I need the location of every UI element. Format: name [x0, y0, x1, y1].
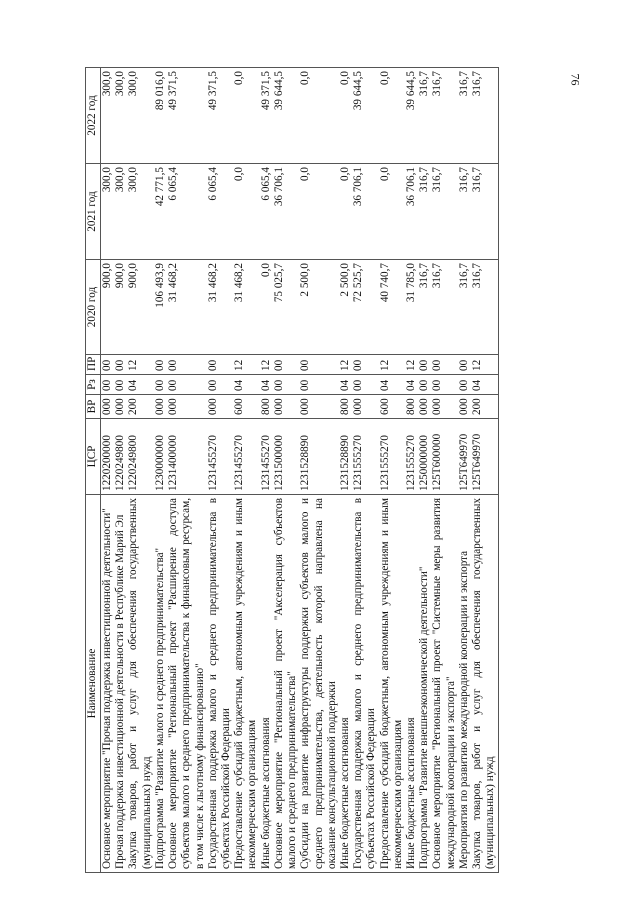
table-header-row [86, 68, 101, 873]
cell-2020: 31 468,2 [233, 260, 259, 355]
cell-pr: 00 [114, 355, 127, 375]
cell-vr: 000 [167, 395, 207, 419]
header-pr: ПР [86, 355, 101, 375]
cell-2020: 75 025,7 [273, 260, 299, 355]
cell-2020: 31 468,2 [207, 260, 233, 355]
cell-rz: 04 [405, 375, 418, 395]
cell-vr: 000 [352, 395, 378, 419]
header-name: Наименование [86, 495, 101, 873]
table-row [114, 68, 127, 873]
table-row [405, 68, 418, 873]
header-year-2020: 2020 год [86, 260, 101, 355]
cell-name: Подпрограмма "Развитие внешнеэкономической деятельности" [418, 495, 431, 873]
cell-2021: 6 065,4 [167, 164, 207, 260]
cell-2021: 36 706,1 [273, 164, 299, 260]
cell-vr: 000 [154, 395, 167, 419]
cell-rz: 04 [233, 375, 259, 395]
cell-rz: 04 [260, 375, 273, 395]
cell-2020: 72 525,7 [352, 260, 378, 355]
cell-2021: 300,0 [114, 164, 127, 260]
cell-vr: 600 [379, 395, 405, 419]
cell-2020: 31 468,2 [167, 260, 207, 355]
cell-rz: 04 [127, 375, 153, 395]
cell-2020: 900,0 [101, 260, 115, 355]
cell-csr: 1231555270 [405, 419, 418, 495]
cell-vr: 000 [299, 395, 339, 419]
cell-pr: 12 [127, 355, 153, 375]
table-row [431, 68, 457, 873]
cell-csr: 1231528890 [339, 419, 352, 495]
cell-csr: 125T649970 [471, 419, 498, 495]
cell-2021: 316,7 [418, 164, 431, 260]
cell-2021: 316,7 [431, 164, 457, 260]
cell-pr: 00 [431, 355, 457, 375]
table-row [273, 68, 299, 873]
table-row [233, 68, 259, 873]
cell-2022: 0,0 [379, 68, 405, 164]
table-row [260, 68, 273, 873]
cell-name: Предоставление субсидий бюджетным, автономным учреждениям и иным некоммерческим организациям [379, 495, 405, 873]
cell-2020: 0,0 [260, 260, 273, 355]
cell-vr: 800 [260, 395, 273, 419]
cell-name: Основное мероприятие "Прочая поддержка инвестиционной деятельности" [101, 495, 115, 873]
cell-rz: 00 [167, 375, 207, 395]
cell-2022: 49 371,5 [207, 68, 233, 164]
cell-pr: 12 [379, 355, 405, 375]
cell-rz: 00 [431, 375, 457, 395]
cell-2021: 0,0 [299, 164, 339, 260]
cell-rz: 00 [299, 375, 339, 395]
cell-2021: 300,0 [127, 164, 153, 260]
cell-name: Иные бюджетные ассигнования [339, 495, 352, 873]
cell-2021: 316,7 [458, 164, 471, 260]
rotated-table-container [85, 68, 559, 873]
cell-2020: 316,7 [471, 260, 498, 355]
table-body [101, 68, 499, 873]
cell-name: Закупка товаров, работ и услуг для обеспечения государственных (муниципальных) нужд [471, 495, 498, 873]
cell-csr: 1231555270 [352, 419, 378, 495]
cell-name: Иные бюджетные ассигнования [260, 495, 273, 873]
cell-2020: 316,7 [458, 260, 471, 355]
cell-name: Закупка товаров, работ и услуг для обеспечения государственных (муниципальных) нужд [127, 495, 153, 873]
table-row [418, 68, 431, 873]
cell-vr: 800 [405, 395, 418, 419]
table-row [207, 68, 233, 873]
cell-vr: 000 [207, 395, 233, 419]
cell-pr: 12 [471, 355, 498, 375]
cell-2020: 40 740,7 [379, 260, 405, 355]
cell-csr: 1231528890 [299, 419, 339, 495]
cell-name: Подпрограмма "Развитие малого и среднего предпринимательства" [154, 495, 167, 873]
cell-2022: 39 644,5 [405, 68, 418, 164]
table-row [339, 68, 352, 873]
cell-rz: 00 [114, 375, 127, 395]
cell-2022: 316,7 [458, 68, 471, 164]
cell-vr: 000 [431, 395, 457, 419]
cell-csr: 1220249800 [127, 419, 153, 495]
cell-2022: 316,7 [418, 68, 431, 164]
cell-csr: 1220200000 [101, 419, 115, 495]
cell-2022: 49 371,5 [260, 68, 273, 164]
cell-2022: 39 644,5 [352, 68, 378, 164]
cell-csr: 1231400000 [167, 419, 207, 495]
cell-vr: 000 [418, 395, 431, 419]
cell-pr: 12 [405, 355, 418, 375]
header-rz: Рз [86, 375, 101, 395]
cell-2021: 42 771,5 [154, 164, 167, 260]
table-row [299, 68, 339, 873]
cell-name: Основное мероприятие "Региональный проект "Акселерация субъектов малого и среднего предпринимательства" [273, 495, 299, 873]
cell-pr: 00 [352, 355, 378, 375]
cell-2021: 0,0 [379, 164, 405, 260]
cell-vr: 200 [471, 395, 498, 419]
cell-pr: 12 [339, 355, 352, 375]
cell-vr: 000 [101, 395, 115, 419]
cell-vr: 200 [127, 395, 153, 419]
cell-csr: 1220249800 [114, 419, 127, 495]
cell-2021: 300,0 [101, 164, 115, 260]
cell-pr: 00 [167, 355, 207, 375]
cell-vr: 000 [273, 395, 299, 419]
cell-2022: 0,0 [299, 68, 339, 164]
cell-2021: 6 065,4 [207, 164, 233, 260]
table-row [127, 68, 153, 873]
cell-csr: 1231455270 [207, 419, 233, 495]
cell-name: Основное мероприятие "Региональный проект "Системные меры развития международной кооперации и экспорта" [431, 495, 457, 873]
cell-2021: 0,0 [339, 164, 352, 260]
cell-csr: 1231555270 [379, 419, 405, 495]
cell-2020: 316,7 [431, 260, 457, 355]
cell-csr: 125T649970 [458, 419, 471, 495]
table-row [154, 68, 167, 873]
cell-2022: 0,0 [233, 68, 259, 164]
cell-pr: 00 [299, 355, 339, 375]
cell-2020: 31 785,0 [405, 260, 418, 355]
cell-2021: 36 706,1 [405, 164, 418, 260]
cell-pr: 00 [273, 355, 299, 375]
table-row [379, 68, 405, 873]
cell-rz: 00 [207, 375, 233, 395]
cell-2020: 900,0 [127, 260, 153, 355]
cell-rz: 04 [471, 375, 498, 395]
cell-2022: 316,7 [471, 68, 498, 164]
cell-rz: 00 [154, 375, 167, 395]
cell-csr: 1231455270 [260, 419, 273, 495]
cell-pr: 12 [233, 355, 259, 375]
cell-2020: 2 500,0 [339, 260, 352, 355]
cell-2021: 316,7 [471, 164, 498, 260]
table-row [458, 68, 471, 873]
cell-rz: 00 [352, 375, 378, 395]
cell-pr: 00 [154, 355, 167, 375]
cell-csr: 1250000000 [418, 419, 431, 495]
cell-name: Государственная поддержка малого и среднего предпринимательства в субъектах Российской Федерации [352, 495, 378, 873]
cell-rz: 00 [273, 375, 299, 395]
cell-2022: 300,0 [101, 68, 115, 164]
cell-name: Прочая поддержка инвестиционной деятельности в Республике Марий Эл [114, 495, 127, 873]
cell-pr: 00 [101, 355, 115, 375]
cell-2022: 89 016,0 [154, 68, 167, 164]
cell-vr: 800 [339, 395, 352, 419]
cell-vr: 000 [114, 395, 127, 419]
budget-table [85, 67, 499, 873]
cell-pr: 00 [458, 355, 471, 375]
cell-csr: 1231500000 [273, 419, 299, 495]
header-vr: ВР [86, 395, 101, 419]
cell-2020: 900,0 [114, 260, 127, 355]
cell-csr: 125T600000 [431, 419, 457, 495]
cell-rz: 00 [458, 375, 471, 395]
cell-name: Основное мероприятие "Региональный проект "Расширение доступа субъектов малого и среднего предпринимательства к финансовым ресурсам, в том числе к льготному финансированию" [167, 495, 207, 873]
cell-name: Иные бюджетные ассигнования [405, 495, 418, 873]
header-year-2022: 2022 год [86, 68, 101, 164]
cell-2020: 2 500,0 [299, 260, 339, 355]
cell-2021: 6 065,4 [260, 164, 273, 260]
page-number: 76 [568, 73, 583, 86]
cell-2020: 316,7 [418, 260, 431, 355]
cell-name: Государственная поддержка малого и среднего предпринимательства в субъектах Российской Федерации [207, 495, 233, 873]
table-row [352, 68, 378, 873]
cell-2020: 106 493,9 [154, 260, 167, 355]
cell-2022: 0,0 [339, 68, 352, 164]
cell-rz: 00 [418, 375, 431, 395]
cell-name: Мероприятия по развитию международной кооперации и экспорта [458, 495, 471, 873]
cell-rz: 00 [101, 375, 115, 395]
header-csr: ЦСР [86, 419, 101, 495]
cell-rz: 04 [339, 375, 352, 395]
cell-vr: 600 [233, 395, 259, 419]
header-year-2021: 2021 год [86, 164, 101, 260]
cell-2021: 0,0 [233, 164, 259, 260]
cell-rz: 04 [379, 375, 405, 395]
table-row [167, 68, 207, 873]
cell-pr: 00 [207, 355, 233, 375]
cell-2022: 49 371,5 [167, 68, 207, 164]
cell-csr: 1231455270 [233, 419, 259, 495]
cell-name: Субсидии на развитие инфраструктуры поддержки субъектов малого и среднего предпринимательства, деятельность которой направлена на оказание консультационной поддержки [299, 495, 339, 873]
cell-csr: 1230000000 [154, 419, 167, 495]
cell-2022: 300,0 [127, 68, 153, 164]
cell-2022: 300,0 [114, 68, 127, 164]
cell-2021: 36 706,1 [352, 164, 378, 260]
table-row [101, 68, 115, 873]
cell-pr: 00 [418, 355, 431, 375]
cell-vr: 000 [458, 395, 471, 419]
cell-2022: 39 644,5 [273, 68, 299, 164]
table-row [471, 68, 498, 873]
cell-2022: 316,7 [431, 68, 457, 164]
cell-name: Предоставление субсидий бюджетным, автономным учреждениям и иным некоммерческим организациям [233, 495, 259, 873]
cell-pr: 12 [260, 355, 273, 375]
